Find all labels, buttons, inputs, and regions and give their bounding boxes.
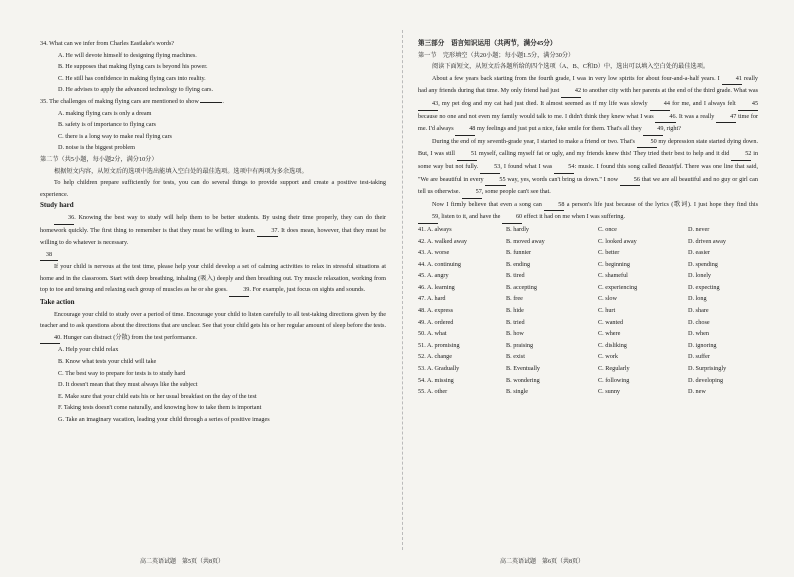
passage-intro: To help children prepare sufficiently for tests, you can do several things to provide support and create a positive test-taking experience. xyxy=(40,179,386,198)
option-cell: B. Eventually xyxy=(506,365,541,373)
option-cell: D. suffer xyxy=(688,353,710,361)
option-cell: 55. A. other xyxy=(418,388,448,396)
option-row xyxy=(418,363,758,375)
option-cell: C. hurt xyxy=(598,307,616,315)
heading-take-action: Take action xyxy=(40,298,75,307)
option-row xyxy=(418,259,758,271)
blank-53: 53 xyxy=(480,161,500,174)
cloze-paragraph-2: During the end of my seventh-grade year, I started to make a friend or two. That's 50 my depression state started dying down. But, I was still 51 myself, calling myself fat or ugly, and my friends knew this! They tried their best to help and it did 52 in some way but not fully. 53, I found what I was 54: music. I found this song called Beautiful. There was one line that said, "We are beautiful in every 55 way, yes, words can't bring us down." I now 56 that we are all beautiful and no guy or girl can tell us otherwise. 57, some people can't see that. xyxy=(418,136,758,199)
paragraph-study: 36. Knowing the best way to study will help them to be better students. By using their time properly, they can do their homework quickly. The first thing to remember is that they must be willing to learn. 37. It does mean, however, that they must be willing to do whatever is necessary. xyxy=(40,213,387,247)
blank-60: 60 xyxy=(502,211,522,224)
option-cell: B. accepting xyxy=(506,283,537,291)
option-cell: B. ending xyxy=(506,260,531,268)
cloze-paragraph-3: Now I firmly believe that even a song can 58 a person's life just because of the lyrics (歌词). I just hope they find this 59, listen to it, and have the 60 effect it had on me when I was suffering. xyxy=(418,199,758,224)
option-cell: B. how xyxy=(506,330,524,338)
option-cell: 47. A. hard xyxy=(418,295,446,303)
blank-37: 37 xyxy=(257,225,277,238)
blank-45: 45 xyxy=(738,98,758,111)
left-column xyxy=(40,38,386,426)
option-cell: C. experiencing xyxy=(598,283,638,291)
blank-56: 56 xyxy=(620,174,640,187)
option-cell: C. wanted xyxy=(598,318,624,326)
q35-option-d: D. noise is the biggest problem xyxy=(58,144,135,152)
question-35: 35. The challenges of making flying cars are mentioned to show . xyxy=(40,97,224,105)
option-cell: D. developing xyxy=(688,376,724,384)
option-cell: D. driven away xyxy=(688,237,726,245)
option-cell: C. sunny xyxy=(598,388,621,396)
blank-42: 42 xyxy=(561,85,581,98)
option-cell: B. funnier xyxy=(506,249,532,257)
cloze-options xyxy=(418,224,758,398)
blank-46: 46 xyxy=(655,111,675,124)
section1-title: 第一节 完形填空（共20小题；每小题1.5分，满分30分） xyxy=(418,51,575,59)
option-cell: 43. A. worse xyxy=(418,249,450,257)
blank-36: 36 xyxy=(54,212,74,225)
q34-option-a: A. He will devote himself to designing flying machines. xyxy=(58,51,197,59)
option-cell: D. chose xyxy=(688,318,710,326)
option-cell: B. praising xyxy=(506,341,534,349)
option-cell: C. better xyxy=(598,249,620,257)
option-cell: B. moved away xyxy=(506,237,545,245)
option-cell: D. ignoring xyxy=(688,341,717,349)
option-cell: C. once xyxy=(598,225,617,233)
blank-50: 50 xyxy=(637,136,657,149)
page-footer-left: 高二英语试题 第5页（共8页） xyxy=(140,559,225,565)
q34-option-c: C. He still has confidence in making flying cars into reality. xyxy=(58,74,206,82)
option-cell: B. tried xyxy=(506,318,525,326)
option-cell: B. tired xyxy=(506,272,525,280)
option-cell: B. free xyxy=(506,295,523,303)
option-cell: C. work xyxy=(598,353,618,361)
option-row xyxy=(418,328,758,340)
cloze-paragraph-1: About a few years back starting from the fourth grade, I was in very low spirits for about four-and-a-half years. I 41 really had any friends during that time. My only friend had just 42 to another city with her parents at the end of the third grade. What was 43, my pet dog and my cat had just died. It almost seemed as if my life was slowly 44 for me, and I always felt 45 because no one and not even my family would talk to me. I didn't think they knew what I was 46. It was a really 47 time for me. I'd always 48 my feelings and just put a nice, fake smile for them. That's all they 49, right? xyxy=(418,73,758,136)
blank-59: 59 xyxy=(418,211,438,224)
option-cell: 44. A. continuing xyxy=(418,260,461,268)
option-c: C. The best way to prepare for tests is to study hard xyxy=(58,369,186,377)
option-cell: B. single xyxy=(506,388,529,396)
blank-49: 49 xyxy=(643,123,663,136)
option-cell: 42. A. walked away xyxy=(418,237,467,245)
q35-option-b: B. safety is of importance to flying cars xyxy=(58,121,156,129)
option-row xyxy=(418,270,758,282)
option-b: B. Know what tests your child will take xyxy=(58,358,157,366)
right-column xyxy=(418,38,758,398)
heading-study-hard: Study hard xyxy=(40,201,74,210)
option-cell: 49. A. ordered xyxy=(418,318,454,326)
option-cell: B. exist xyxy=(506,353,525,361)
answer-blank xyxy=(200,102,222,103)
option-cell: D. when xyxy=(688,330,709,338)
option-row xyxy=(418,375,758,387)
option-cell: 53. A. Gradually xyxy=(418,365,460,373)
option-cell: C. disliking xyxy=(598,341,627,349)
option-row xyxy=(418,351,758,363)
blank-58: 58 xyxy=(544,199,564,212)
option-cell: C. Regularly xyxy=(598,365,630,373)
option-cell: 50. A. what xyxy=(418,330,447,338)
blank-48: 48 xyxy=(455,123,475,136)
paragraph-38 xyxy=(40,249,386,262)
option-cell: C. slow xyxy=(598,295,617,303)
option-a: A. Help your child relax xyxy=(58,346,119,354)
column-divider xyxy=(402,30,403,550)
cloze-instructions: 阅读下面短文，从短文后各题所给的四个选项（A、B、C和D）中，选出可以填入空白处的最佳选项。 xyxy=(432,63,710,71)
option-cell: C. following xyxy=(598,376,630,384)
option-cell: D. never xyxy=(688,225,710,233)
paragraph-nervous: If your child is nervous at the test time, please help your child develop a set of calming activities to relax in stressful situations at home and in the classroom. Start with deep breathing, inhaling (吸入) deeply and then breathing out. Try muscle relaxation, working from top to toe and tensing and relaxing each group of muscles as he or she goes. 39. For example, just focus on sights and sounds. xyxy=(40,261,386,297)
option-cell: D. share xyxy=(688,307,709,315)
option-cell: B. hide xyxy=(506,307,524,315)
q34-option-d: D. He advises to apply the advanced technology to flying cars. xyxy=(58,86,213,94)
option-cell: D. long xyxy=(688,295,707,303)
option-cell: C. shameful xyxy=(598,272,628,280)
option-cell: C. beginning xyxy=(598,260,630,268)
blank-39: 39 xyxy=(229,284,249,297)
option-f: F. Taking tests doesn't come naturally, and knowing how to take them is important xyxy=(58,404,262,412)
option-cell: C. where xyxy=(598,330,621,338)
blank-47: 47 xyxy=(716,111,736,124)
blank-41: 41 xyxy=(722,73,742,86)
option-cell: D. lonely xyxy=(688,272,712,280)
option-cell: D. spending xyxy=(688,260,718,268)
blank-55: 55 xyxy=(485,174,505,187)
option-cell: 46. A. learning xyxy=(418,283,455,291)
option-e: E. Make sure that your child eats his or her usual breakfast on the day of the test xyxy=(58,392,257,400)
page-footer-right: 高二英语试题 第6页（共8页） xyxy=(500,559,585,565)
option-cell: 51. A. promising xyxy=(418,341,460,349)
option-cell: B. wondering xyxy=(506,376,540,384)
option-row xyxy=(418,247,758,259)
option-row xyxy=(418,386,758,398)
option-row xyxy=(418,305,758,317)
option-cell: D. Surprisingly xyxy=(688,365,727,373)
part3-title: 第三部分 语言知识运用（共两节，满分45分） xyxy=(418,40,557,47)
blank-51: 51 xyxy=(457,148,477,161)
option-cell: D. expecting xyxy=(688,283,720,291)
option-cell: D. new xyxy=(688,388,706,396)
option-cell: C. looked away xyxy=(598,237,637,245)
question-34: 34. What can we infer from Charles Eastlake's words? xyxy=(40,40,175,47)
paragraph-action: Encourage your child to study over a period of time. Encourage your child to listen carefully to all test-taking directions given by the teacher and to ask questions about the directions that are unclear. See that your child gets his or her regular amount of sleep before the tests. 40. Hunger can distract (分散) from the test performance. xyxy=(40,309,386,345)
option-row xyxy=(418,282,758,294)
option-cell: 52. A. change xyxy=(418,353,453,361)
option-row xyxy=(418,236,758,248)
option-row xyxy=(418,340,758,352)
option-cell: B. hardly xyxy=(506,225,530,233)
blank-40: 40 xyxy=(40,332,60,345)
blank-57: 57 xyxy=(462,186,482,199)
section2-instructions: 根据短文内容，从短文后的选项中选出能填入空白处的最佳选项。选项中有两项为多余选项。 xyxy=(54,167,308,175)
blank-43: 43 xyxy=(418,98,438,111)
blank-54: 54 xyxy=(554,161,574,174)
option-cell: 45. A. angry xyxy=(418,272,449,280)
option-row xyxy=(418,224,758,236)
option-cell: 48. A. express xyxy=(418,307,454,315)
option-d: D. It doesn't mean that they must always like the subject xyxy=(58,381,198,389)
blank-44: 44 xyxy=(650,98,670,111)
q34-option-b: B. He supposes that making flying cars is beyond his power. xyxy=(58,63,208,71)
q35-option-c: C. there is a long way to make real flying cars xyxy=(58,132,172,140)
option-row xyxy=(418,317,758,329)
option-cell: 54. A. missing xyxy=(418,376,454,384)
blank-38: 38 xyxy=(40,249,58,262)
section2-title: 第二节（共5小题，每小题2分，满分10分） xyxy=(40,155,158,163)
option-cell: 41. A. always xyxy=(418,225,452,233)
option-g: G. Take an imaginary vacation, leading your child through a series of positive images xyxy=(58,416,270,423)
option-cell: D. easier xyxy=(688,249,710,257)
q35-option-a: A. making flying cars is only a dream xyxy=(58,109,152,117)
blank-52: 52 xyxy=(731,148,751,161)
option-row xyxy=(418,293,758,305)
